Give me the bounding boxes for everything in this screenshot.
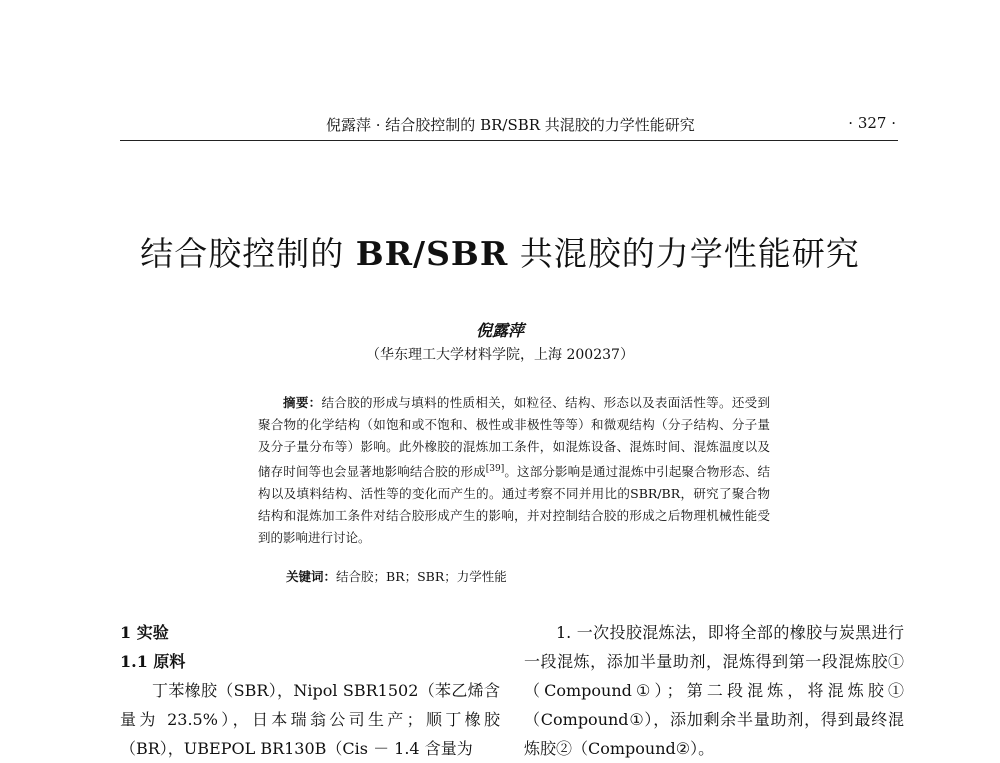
keywords-label: 关键词：	[286, 569, 337, 584]
title-part-1: 结合胶控制的	[140, 234, 356, 273]
subsection-heading: 1.1 原料	[120, 652, 186, 671]
keywords	[286, 567, 507, 585]
abstract	[258, 392, 770, 549]
abstract-label: 摘要：	[283, 395, 322, 410]
keywords-text: 结合胶；BR；SBR；力学性能	[336, 569, 507, 584]
materials-paragraph: 丁苯橡胶（SBR），Nipol SBR1502（苯乙烯含量为 23.5%），日本瑞翁公司生产；顺丁橡胶（BR），UBEPOL BR130B（Cis － 1.4 含量为	[120, 681, 500, 758]
paper-title	[0, 228, 1000, 275]
citation: [39]	[485, 464, 505, 474]
title-latin: BR/SBR	[355, 234, 509, 273]
abstract-text-a: 结合胶的形成与填料的性质相关，如粒径、结构、形态以及表面活性等。还受到聚合物的化学结构（如饱和或不饱和、极性或非极性等等）和微观结构（分子结构、分子量及分子量分布等）影响。此外橡胶的混炼加工条件，如混炼设备、混炼时间、混炼温度以及储存时间等也会显著地影响结合胶的形成	[258, 395, 770, 480]
page-number: · 327 ·	[848, 114, 896, 132]
left-column	[120, 618, 500, 763]
abstract-text-b: 。这部分影响是通过混炼中引起聚合物形态、结构以及填料结构、活性等的变化而产生的。通过考察不同并用比的SBR/BR，研究了聚合物结构和混炼加工条件对结合胶形成产生的影响，并对控制结合胶的形成之后物理机械性能受到的影响进行讨论。	[258, 464, 770, 546]
section-heading: 1 实验	[120, 623, 169, 642]
author: 倪露萍	[475, 321, 524, 340]
mixing-paragraph: 1. 一次投胶混炼法，即将全部的橡胶与炭黑进行一段混炼，添加半量助剂，混炼得到第一段混炼胶①（Compound①）；第二段混炼，将混炼胶①（Compound①），添加剩余半量助剂，得到最终混炼胶②（Compound②）。	[524, 623, 904, 758]
affiliation: （华东理工大学材料学院，上海 200237）	[366, 347, 634, 363]
title-part-2: 共混胶的力学性能研究	[508, 234, 860, 273]
header-rule	[120, 140, 898, 141]
running-head-title: 倪露萍 · 结合胶控制的 BR/SBR 共混胶的力学性能研究	[326, 116, 695, 134]
running-head	[120, 114, 898, 138]
right-column	[524, 618, 904, 763]
